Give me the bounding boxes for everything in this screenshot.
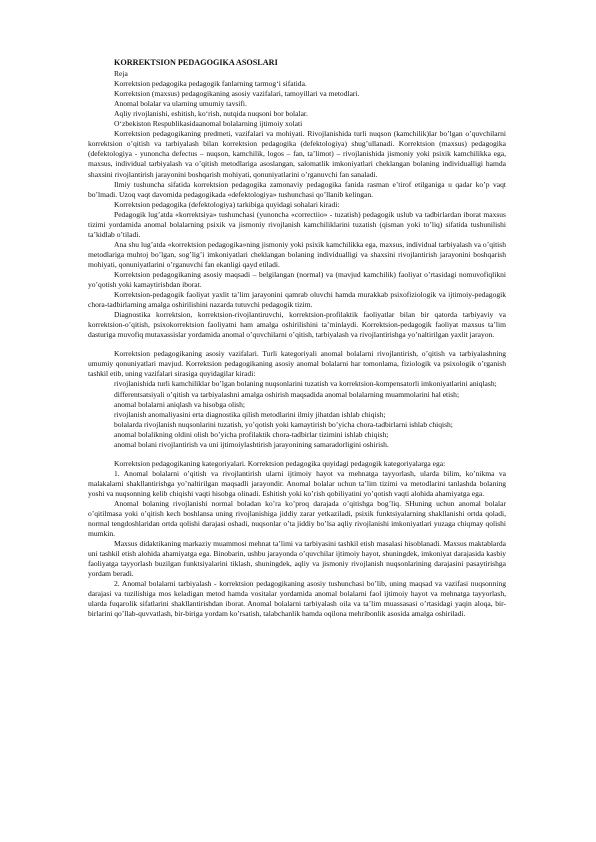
paragraph: Korrektsion pedagogikaning asosiy vazifalari. Turli kategoriyali anomal bolalarni rivojlantirish, o’qitish va tarbiyalashning umumiy qonuniyatlari mavjud. Korrektsion pedagogikaning asosiy anomal bolalarni har tomonlama, fiziologik va psixologik o’rganish tashkil etib, uning vazifalari sirasiga quyidagilar kiradi: bbox=[88, 349, 506, 379]
task-item: anomal bolalikning oldini olish bo’yicha profilaktik chora-tadbirlar tizimini ishlab chiqish; bbox=[114, 429, 389, 439]
paragraph: Korrektsion pedagogikaning kategoriyalari. Korrektsion pedagogika quyidagi pedagogik kategoriyalarga ega: bbox=[114, 458, 446, 468]
paragraph: Anomal bolaning rivojlanishi normal boladan ko’ra ko’proq darajada o’qitishga bog’liq. SHuning uchun anomal bolalar o’qitilmasa yoki o’qitish kech boshlansa uning rivojlanishiga jiddiy zarar yetkaziladi, psixik funktsiyalarning shakllanishi ortda qoladi, normal tengdoshlaridan ortda qolishi darajasi oshadi, nuqsonlar o’ta jiddiy bo’lsa aqliy rivojlanishi imkoniyatlari yuzaga chiqmay qolishi mumkin. bbox=[88, 498, 506, 539]
paragraph: Ilmiy tushuncha sifatida korrektsion pedagogika zamonaviy pedagogika fanida rasman e’tirof etilganiga u qadar ko’p vaqt bo’lmadi. Uzoq vaqt davomida pedagogikada «defektologiya» tushunchasi qo’llanib kelingan. bbox=[88, 179, 506, 199]
plan-item: O‘zbekiston Respublikasidaanomal bolalarning ijtimoiy xolati bbox=[114, 119, 303, 129]
spacer bbox=[88, 340, 506, 349]
task-item: rivojlanish anomaliyasini erta diagnostika qilish metodlarini ilmiy jihatdan ishlab chiqish; bbox=[114, 409, 386, 419]
paragraph: 1. Anomal bolalarni o’qitish va rivojlantirish ularni ijtimoiy hayot va mehnatga tayyorlash, ularda bilim, ko’nikma va malakalarni shakllantirishga yo’naltirilgan maqsadli jarayondir. Anomal bolalar uchun ta’lim tizimi va metodlarini tanlashda bolaning yoshi va nuqsonning kelib chiqishi vaqti hisobga olinadi. Eshitish yoki ko’rish qobiliyatini yo’qotish vaqti alohida ahamiyatga ega. bbox=[88, 468, 506, 498]
paragraph: Korrektsion pedagogikaning asosiy maqsadi – belgilangan (normal) va (mavjud kamchilik) faoliyat o’rtasidagi nomuvofiqlikni yo’qotish yoki kamaytirishdan iborat. bbox=[88, 269, 506, 290]
paragraph: Korrektsion pedagogikaning predmeti, vazifalari va mohiyati. Rivojlanishida turli nuqson (kamchilik)lar bo’lgan o’quvchilarni korrektsion o’qitish va tarbiyalash bilan korrektsion pedagogika (defektologiya) shug’ullanadi. Korrektsion (maxsus) pedagogika (defektologiya - yunoncha defectus – nuqson, kamchilik, logos – fan, ta’limot) – rivojlanishida jismoniy yoki psixik kamchilikka ega, maxsus, individual tarbiyalash va o’qitish metodlariga asoslangan, salomatlik imkoniyatlari cheklangan bolaning individualligi hamda shaxsini rivojlantirish jarayonini boshqarish mohiyati, qonuniyatlarini o’rganuvchi fan sanaladi. bbox=[88, 129, 506, 179]
paragraph: Ana shu lug’atda «korrektsion pedagogika»ning jismoniy yoki psixik kamchilikka ega, maxsus, individual tarbiyalash va o’qitish metodlariga muhtoj bo’lgan, sog’lig’i imkoniyatlari cheklangan bolaning individualligi va shaxsini rivojlantirish jarayonini boshqarish mohiyati, qonuniyatlarini o’rganuvchi fan ekanligi qayd etiladi. bbox=[88, 239, 506, 269]
paragraph: Diagnostika korrektsion, korrektsion-rivojlantiruvchi, korrektsion-profilaktik faoliyatlar bilan bir qatorda tarbiyaviy va korrektsion-o’qitish, psixokorrektsion faoliyatni ham amalga oshirilishini ta’minlaydi. Korrektsion-pedagogik faoliyat maxsus ta’lim dasturiga muvofiq mutaxassislar yordamida anomal o’quvchilarni o’qitish, tarbiyalash va rivojlantirishga yo’naltirilgan yaxlit jarayon. bbox=[88, 310, 506, 340]
paragraph: Maxsus didaktikaning markaziy muammosi mehnat ta’limi va tarbiyasini tashkil etish masalasi hisoblanadi. Maxsus maktablarda uni tashkil etish alohida ahamiyatga ega. Binobarin, ushbu jarayonda o’quvchilar ijtimoiy hayot, shuningdek, imkoniyat darajasida kasbiy faoliyatga tayyorlash buzilgan funktsiyalarini tiklash, shuningdek, aqliy va jismoniy rivojlanish nuqsonlarining darajasini pasaytirishga yordam beradi. bbox=[88, 539, 506, 579]
document-page bbox=[88, 58, 506, 620]
paragraph: Pedagogik lug’atda «korrektsiya» tushunchasi (yunoncha «correctiio» - tuzatish) pedagogik uslub va tadbirlardan iborat maxsus tizimi yordamida anomal bolalarning psixik va jismoniy rivojlanish kamchiliklarini tuzatish (qisman yoki to’liq) sifatida tushunilishi ta’kidlab o’tiladi. bbox=[88, 209, 506, 239]
paragraph: 2. Anomal bolalarni tarbiyalash - korrektsion pedagogikaning asosiy tushunchasi bo’lib, uning maqsad va vazifasi nuqsonning darajasi va tuzilishiga mos keladigan metod hamda vositalar yordamida anomal bolalarni faol ijtimoiy hayot va mehnatga tayyorlash, ularda fuqarolik sifatlarini shakllantirishdan iborat. Anomal bolalarni tarbiyalash oila va ta’lim muassasasi o’rtasidagi yaqin aloqa, bir-birlarini qo’llab-quvvatlash, bir-biriga yordam ko’rsatish, talabchanlik hamda oqilona mehribonlik asosida amalga oshiriladi. bbox=[88, 579, 506, 619]
paragraph: Korrektsion pedagogika (defektologiya) tarkibiga quyidagi sohalari kiradi: bbox=[114, 199, 340, 209]
task-item: rivojlanishida turli kamchiliklar bo’lgan bolaning nuqsonlarini tuzatish va korrektsion-kompensatorli imkoniyatlarini aniqlash; bbox=[114, 379, 497, 389]
plan-label: Reja bbox=[114, 69, 128, 79]
spacer bbox=[88, 450, 506, 459]
paragraph: Korrektsion-pedagogik faoliyat yaxlit ta’lim jarayonini qamrab oluvchi hamda murakkab psixofiziologik va ijtimoiy-pedagogik chora-tadbirlarning amalga oshirilishini nazarda tutuvchi pedagogik tizim. bbox=[88, 290, 506, 310]
task-item: differentsatsiyali o’qitish va tarbiyalashni amalga oshirish maqsadida anomal bolalarning muammolarini hal etish; bbox=[114, 389, 460, 399]
task-item: anomal bolani rivojlantirish va uni ijtimoiylashtirish jarayonining samaradorligini oshirish. bbox=[114, 439, 389, 449]
document-title: KORREKTSION PEDAGOGIKA ASOSLARI bbox=[114, 58, 278, 67]
task-item: anomal bolalarni aniqlash va hisobga olish; bbox=[114, 399, 245, 409]
task-item: bolalarda rivojlanish nuqsonlarini tuzatish, yo’qotish yoki kamaytirish bo’yicha chora-tadbirlarni ishlab chiqish; bbox=[114, 419, 453, 429]
plan-item: Anomal bolalar va ularning umumiy tavsifi. bbox=[114, 99, 247, 109]
plan-item: Aqliy rivojlanishi, eshitish, ko‘rish, nutqida nuqsoni bor bolalar. bbox=[114, 109, 308, 119]
plan-item: Korrektsion (maxsus) pedagogikaning asosiy vazifalari, tamoyillari va metodlari. bbox=[114, 89, 360, 99]
plan-item: Korrektsion pedagogika pedagogik fanlarning tarmog‘i sifatida. bbox=[114, 79, 307, 89]
